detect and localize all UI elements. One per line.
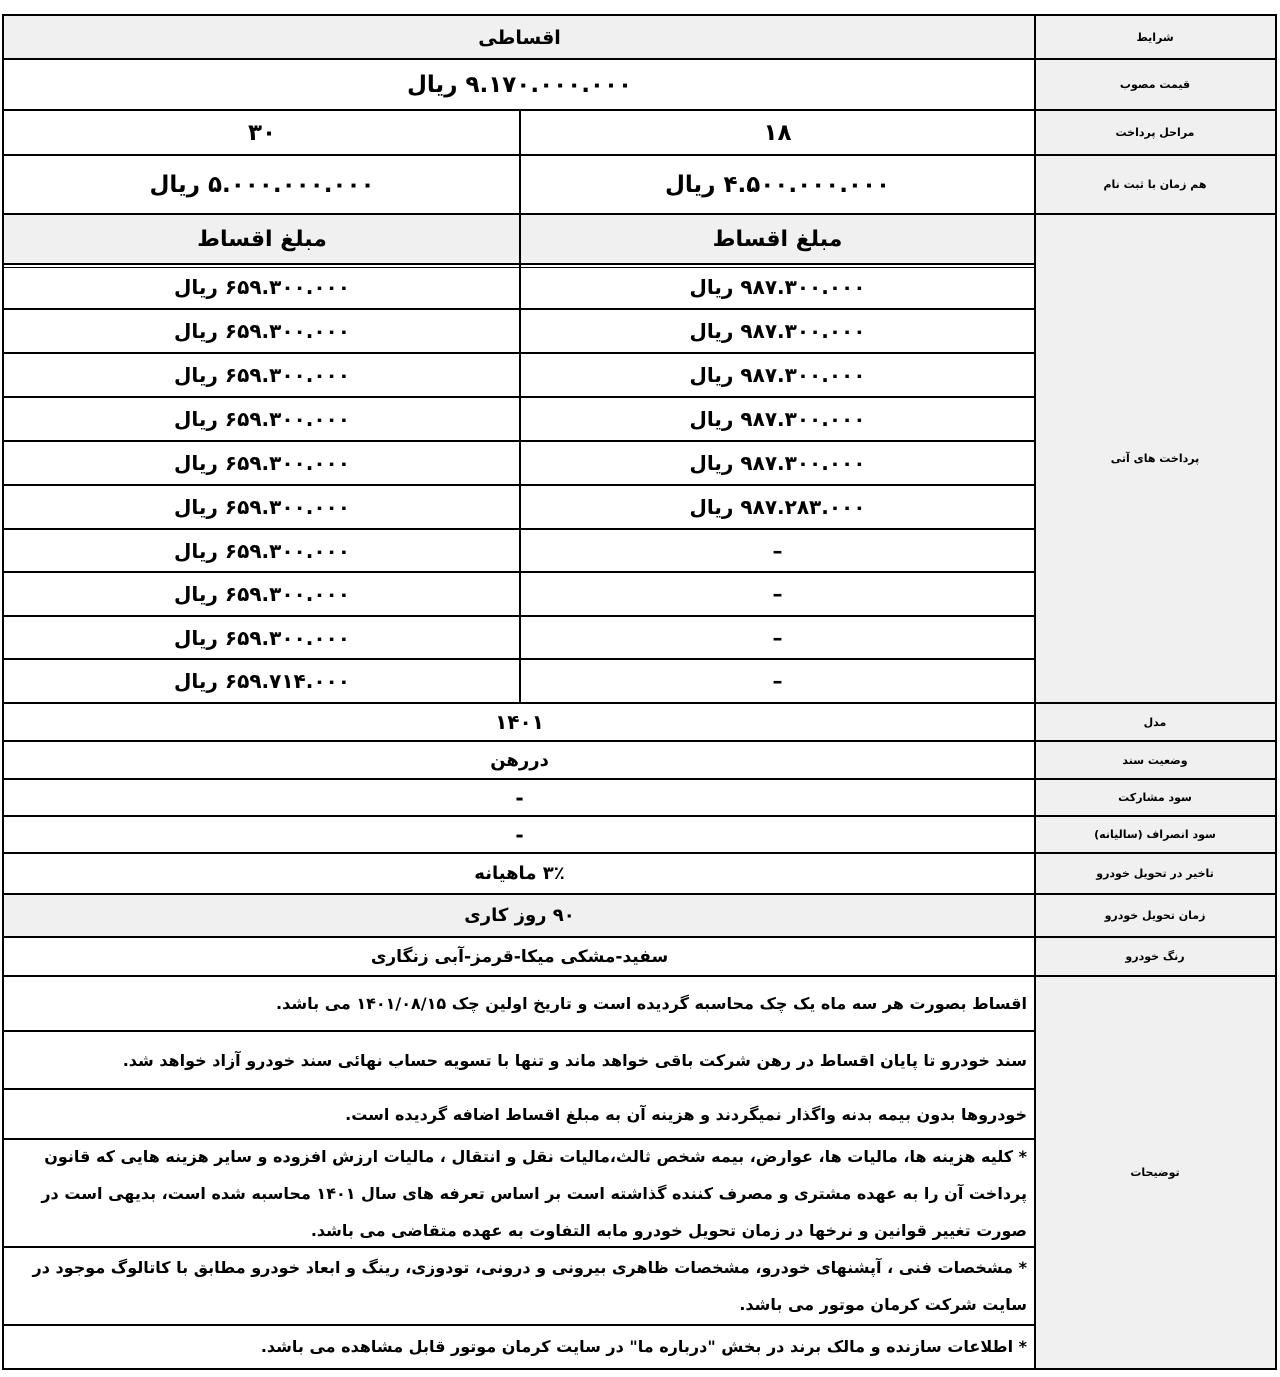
row-divider <box>4 815 1275 817</box>
row-divider <box>4 308 1035 310</box>
label-cancellation-profit: سود انصراف (سالیانه) <box>1035 816 1275 853</box>
label-notes: توضیحات <box>1035 976 1275 1368</box>
delivery-delay-value: ۳٪ ماهیانه <box>474 863 565 884</box>
row-divider <box>4 936 1275 938</box>
label-delivery-delay: تاخیر در تحویل خودرو <box>1035 853 1275 894</box>
note-item: اقساط بصورت هر سه ماه یک چک محاسبه گردیده است و تاریخ اولین چک ۱۴۰۱/۰۸/۱۵ می باشد. <box>276 994 1027 1013</box>
installment-row: ۶۵۹.۷۱۴.۰۰۰ ریال <box>174 669 350 693</box>
note-item: سند خودرو تا پایان اقساط در رهن شرکت باقی خواهد ماند و تنها با تسویه حساب نهائی سند خودرو آزاد خواهد شد. <box>122 1050 1027 1070</box>
installment-row: – <box>772 625 783 650</box>
row-divider <box>4 852 1275 854</box>
registration-plan-18: ۴.۵۰۰.۰۰۰.۰۰۰ ریال <box>664 171 891 198</box>
row-divider <box>4 528 1035 530</box>
installment-row: ۶۵۹.۳۰۰.۰۰۰ ریال <box>174 363 350 387</box>
row-divider <box>4 154 1275 156</box>
installment-row: ۶۵۹.۳۰۰.۰۰۰ ریال <box>174 538 350 563</box>
price-table <box>2 14 1277 1370</box>
approved-price-value: ۹.۱۷۰.۰۰۰.۰۰۰ ریال <box>406 71 633 98</box>
label-conditions: شرایط <box>1035 16 1275 59</box>
installment-row: ۶۵۹.۳۰۰.۰۰۰ ریال <box>174 275 350 299</box>
row-divider <box>4 213 1275 215</box>
installment-row: – <box>772 538 783 563</box>
installment-header-plan-18: مبلغ اقساط <box>520 214 1035 264</box>
row-divider <box>4 1088 1035 1090</box>
row-divider <box>4 263 1035 265</box>
installment-row: ۶۵۹.۳۰۰.۰۰۰ ریال <box>174 407 350 431</box>
label-participation-profit: سود مشارکت <box>1035 779 1275 816</box>
row-divider <box>4 440 1035 442</box>
row-divider <box>4 571 1035 573</box>
label-at-registration: هم زمان با ثبت نام <box>1035 155 1275 214</box>
row-divider <box>4 615 1035 617</box>
label-model: مدل <box>1035 703 1275 741</box>
note-item: * اطلاعات سازنده و مالک برند در بخش "درباره ما" در سایت کرمان موتور قابل مشاهده می باشد. <box>260 1337 1027 1356</box>
label-document-status: وضعیت سند <box>1035 741 1275 779</box>
note-item: خودروها بدون بیمه بدنه واگذار نمیگردند و هزینه آن به مبلغ اقساط اضافه گردیده است. <box>345 1104 1027 1124</box>
label-delivery-time: زمان تحویل خودرو <box>1035 894 1275 937</box>
cancellation-profit-value: - <box>515 822 524 847</box>
row-divider <box>4 975 1275 977</box>
installment-row: ۶۵۹.۳۰۰.۰۰۰ ریال <box>174 495 350 519</box>
row-divider <box>4 109 1275 111</box>
row-divider <box>4 352 1035 354</box>
installment-row: – <box>772 582 783 606</box>
row-divider <box>4 1246 1035 1248</box>
note-item: * کلیه هزینه ها، مالیات ها، عوارض، بیمه شخص ثالث،مالیات نقل و انتقال ، مالیات ارزش افزوده و سایر هزینه هایی که قانون پرداخت آن را به عهده مشتری و مصرف کننده گذاشته است بر اساس تعرفه های سال ۱۴۰۱ محاسبه شده است، بدیهی است در صورت تغییر قوانین و نرخها در زمان تحویل خودرو مابه التفاوت به عهده متقاضی می باشد. <box>41 1146 1027 1240</box>
row-divider <box>4 484 1035 486</box>
note-item: * مشخصات فنی ، آپشنهای خودرو، مشخصات ظاهری بیرونی و درونی، تودوزی، رینگ و ابعاد خودرو مطابق با کاتالوگ موجود در سایت شرکت کرمان موتور می باشد. <box>32 1258 1027 1314</box>
stages-plan-18: ۱۸ <box>763 119 792 146</box>
label-payment-stages: مراحل پرداخت <box>1035 110 1275 155</box>
installment-row: ۹۸۷.۲۸۳.۰۰۰ ریال <box>689 495 866 519</box>
row-divider <box>4 1138 1035 1140</box>
row-divider <box>4 58 1275 60</box>
model-value: ۱۴۰۱ <box>495 710 544 734</box>
installment-row: ۹۸۷.۳۰۰.۰۰۰ ریال <box>689 363 866 387</box>
label-future-payments: پرداخت های آتی <box>1035 214 1275 703</box>
label-approved-price: قیمت مصوب <box>1035 59 1275 110</box>
installment-row: – <box>772 669 783 693</box>
row-divider <box>4 893 1275 895</box>
installment-row: ۹۸۷.۳۰۰.۰۰۰ ریال <box>689 319 866 343</box>
column-divider <box>1034 16 1036 1368</box>
installment-row: ۹۸۷.۳۰۰.۰۰۰ ریال <box>689 275 866 299</box>
row-divider <box>4 396 1035 398</box>
installment-row: ۹۸۷.۳۰۰.۰۰۰ ریال <box>689 407 866 431</box>
installment-row: ۶۵۹.۳۰۰.۰۰۰ ریال <box>174 319 350 343</box>
delivery-time-value: ۹۰ روز کاری <box>4 894 1035 937</box>
document-status-value: دررهن <box>490 749 549 771</box>
row-divider <box>4 702 1275 704</box>
row-divider <box>4 740 1275 742</box>
installment-row: ۹۸۷.۳۰۰.۰۰۰ ریال <box>689 451 866 475</box>
row-divider <box>4 1030 1035 1032</box>
installment-row: ۶۵۹.۳۰۰.۰۰۰ ریال <box>174 625 350 650</box>
label-car-color: رنگ خودرو <box>1035 937 1275 976</box>
conditions-value: اقساطی <box>4 16 1035 59</box>
installment-header-plan-30: مبلغ اقساط <box>4 214 520 264</box>
stages-plan-30: ۳۰ <box>247 119 277 146</box>
participation-profit-value: - <box>515 785 524 810</box>
car-color-value: سفید-مشکی میکا-قرمز-آبی زنگاری <box>370 946 669 967</box>
row-divider <box>4 778 1275 780</box>
row-divider <box>4 1324 1035 1326</box>
row-divider <box>4 658 1035 660</box>
installment-row: ۶۵۹.۳۰۰.۰۰۰ ریال <box>174 451 350 475</box>
row-divider <box>4 267 1035 268</box>
registration-plan-30: ۵.۰۰۰.۰۰۰.۰۰۰ ریال <box>149 171 375 198</box>
installment-row: ۶۵۹.۳۰۰.۰۰۰ ریال <box>174 582 350 606</box>
